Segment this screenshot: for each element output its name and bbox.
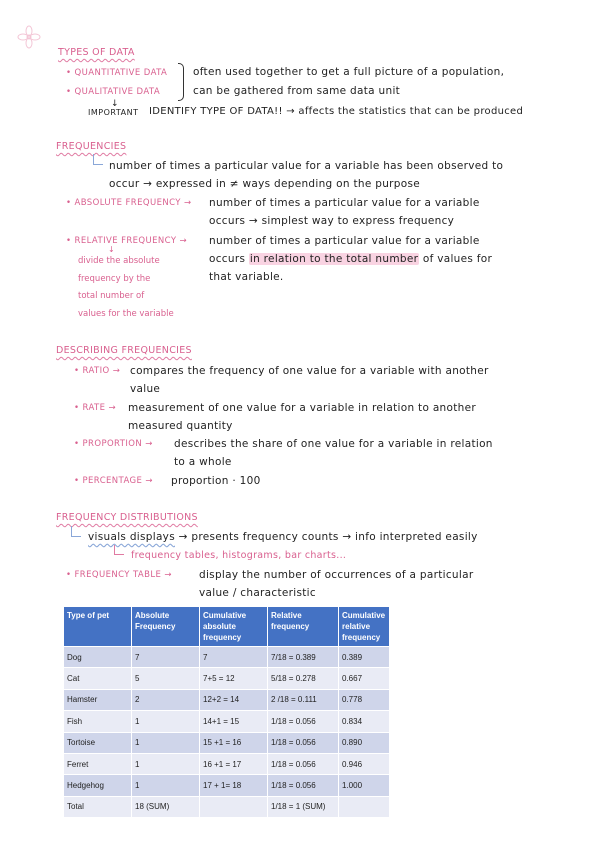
proportion-line2: to a whole	[174, 456, 232, 468]
visuals-line	[88, 531, 478, 543]
table-cell: 1/18 = 0.056	[268, 753, 339, 774]
types-of-data-heading: TYPES OF DATA	[58, 47, 135, 58]
table-cell: 0.778	[339, 689, 390, 710]
brace-divider	[178, 63, 184, 101]
percentage-text: proportion · 100	[171, 475, 261, 487]
table-cell: 2 /18 = 0.111	[268, 689, 339, 710]
frequency-definition-line1: number of times a particular value for a variable has been observed to	[109, 160, 504, 172]
table-row	[64, 668, 390, 689]
frequency-table-term: • FREQUENCY TABLE →	[66, 570, 172, 580]
table-cell: Ferret	[64, 753, 132, 774]
table-cell: 17 + 1= 18	[200, 775, 268, 796]
table-cell: 0.946	[339, 753, 390, 774]
table-cell: 1.000	[339, 775, 390, 796]
ratio-line2: value	[130, 383, 161, 395]
rate-term: • RATE →	[74, 403, 117, 413]
relative-frequency-term: • RELATIVE FREQUENCY →	[66, 236, 188, 246]
relative-frequency-highlight: in relation to the total number	[249, 253, 419, 265]
table-cell: 7+5 = 12	[200, 668, 268, 689]
table-cell: 5/18 = 0.278	[268, 668, 339, 689]
table-cell: 0.890	[339, 732, 390, 753]
absolute-frequency-term: • ABSOLUTE FREQUENCY →	[66, 198, 192, 208]
visuals-line-rest: → presents frequency counts → info interpreted easily	[178, 531, 478, 543]
frequency-table-line2: value / characteristic	[199, 587, 316, 599]
table-cell: 1	[132, 711, 200, 732]
table-cell: 1/18 = 0.056	[268, 775, 339, 796]
table-cell: 16 +1 = 17	[200, 753, 268, 774]
header-cumulative-relative-frequency: Cumulative relative frequency	[339, 607, 390, 647]
table-cell: Dog	[64, 647, 132, 668]
table-cell: 18 (SUM)	[132, 796, 200, 817]
relative-note-line3: total number of	[78, 291, 145, 301]
curl-arrow-icon	[93, 154, 103, 165]
absolute-frequency-line2: occurs → simplest way to express frequency	[209, 215, 455, 227]
table-cell: Tortoise	[64, 732, 132, 753]
table-cell: Total	[64, 796, 132, 817]
table-cell	[339, 796, 390, 817]
relative-frequency-line2-pre: occurs	[209, 253, 246, 265]
frequency-table-line1: display the number of occurrences of a particular	[199, 569, 474, 581]
table-cell: 2	[132, 689, 200, 710]
table-cell: 7	[200, 647, 268, 668]
proportion-line1: describes the share of one value for a variable in relation	[174, 438, 493, 450]
table-cell: 7/18 = 0.389	[268, 647, 339, 668]
qualitative-data-term: • QUALITATIVE DATA	[66, 87, 161, 97]
table-cell: Hedgehog	[64, 775, 132, 796]
table-cell: 7	[132, 647, 200, 668]
percentage-term: • PERCENTAGE →	[74, 476, 153, 486]
frequency-distributions-heading: FREQUENCY DISTRIBUTIONS	[56, 512, 198, 523]
table-row	[64, 753, 390, 774]
ratio-line1: compares the frequency of one value for a variable with another	[130, 365, 489, 377]
important-note: IDENTIFY TYPE OF DATA!! → affects the statistics that can be produced	[149, 106, 524, 117]
relative-frequency-line2	[209, 253, 492, 265]
gathered-text: can be gathered from same data unit	[193, 85, 401, 97]
table-cell: Fish	[64, 711, 132, 732]
often-used-text: often used together to get a full picture of a population,	[193, 66, 505, 78]
flower-doodle-icon	[14, 22, 44, 52]
table-cell: 14+1 = 15	[200, 711, 268, 732]
table-cell: 1/18 = 1 (SUM)	[268, 796, 339, 817]
table-cell: 1/18 = 0.056	[268, 711, 339, 732]
table-row	[64, 689, 390, 710]
table-cell: 15 +1 = 16	[200, 732, 268, 753]
table-cell: 0.834	[339, 711, 390, 732]
table-cell: 1	[132, 753, 200, 774]
relative-note-line1: divide the absolute	[78, 256, 160, 266]
down-arrow-pink-icon: ↓	[108, 245, 115, 254]
table-row	[64, 711, 390, 732]
table-cell: 1	[132, 732, 200, 753]
relative-frequency-line1: number of times a particular value for a variable	[209, 235, 480, 247]
relative-note-line4: values for the variable	[78, 309, 174, 319]
table-cell: 0.667	[339, 668, 390, 689]
table-row	[64, 796, 390, 817]
describing-frequencies-heading: DESCRIBING FREQUENCIES	[56, 345, 192, 356]
down-arrow-icon: ↓	[111, 99, 119, 109]
quantitative-data-term: • QUANTITATIVE DATA	[66, 68, 168, 78]
frequencies-heading: FREQUENCIES	[56, 141, 127, 152]
header-relative-frequency: Relative frequency	[268, 607, 339, 647]
relative-frequency-line3: that variable.	[209, 271, 284, 283]
table-cell: 0.389	[339, 647, 390, 668]
table-cell: 1	[132, 775, 200, 796]
table-cell: 12+2 = 14	[200, 689, 268, 710]
header-cumulative-absolute-frequency: Cumulative absolute frequency	[200, 607, 268, 647]
table-cell: 5	[132, 668, 200, 689]
frequency-table	[63, 606, 390, 818]
visuals-displays-term: visuals displays	[88, 531, 175, 543]
curl-arrow-icon	[71, 526, 81, 537]
relative-note-line2: frequency by the	[78, 274, 151, 284]
curl-arrow-pink-icon	[114, 545, 124, 555]
relative-frequency-line2-post: of values for	[422, 253, 493, 265]
absolute-frequency-line1: number of times a particular value for a variable	[209, 197, 480, 209]
table-cell: Hamster	[64, 689, 132, 710]
rate-line2: measured quantity	[128, 420, 233, 432]
table-row	[64, 732, 390, 753]
table-row	[64, 775, 390, 796]
proportion-term: • PROPORTION →	[74, 439, 153, 449]
header-type-of-pet: Type of pet	[64, 607, 132, 647]
ratio-term: • RATIO →	[74, 366, 121, 376]
frequency-definition-line2: occur → expressed in ≠ ways depending on the purpose	[109, 178, 420, 190]
important-label: IMPORTANT	[88, 108, 139, 117]
visual-examples: frequency tables, histograms, bar charts...	[131, 550, 347, 561]
rate-line1: measurement of one value for a variable in relation to another	[128, 402, 476, 414]
table-cell: 1/18 = 0.056	[268, 732, 339, 753]
table-row	[64, 647, 390, 668]
table-cell	[200, 796, 268, 817]
table-cell: Cat	[64, 668, 132, 689]
header-absolute-frequency: Absolute Frequency	[132, 607, 200, 647]
